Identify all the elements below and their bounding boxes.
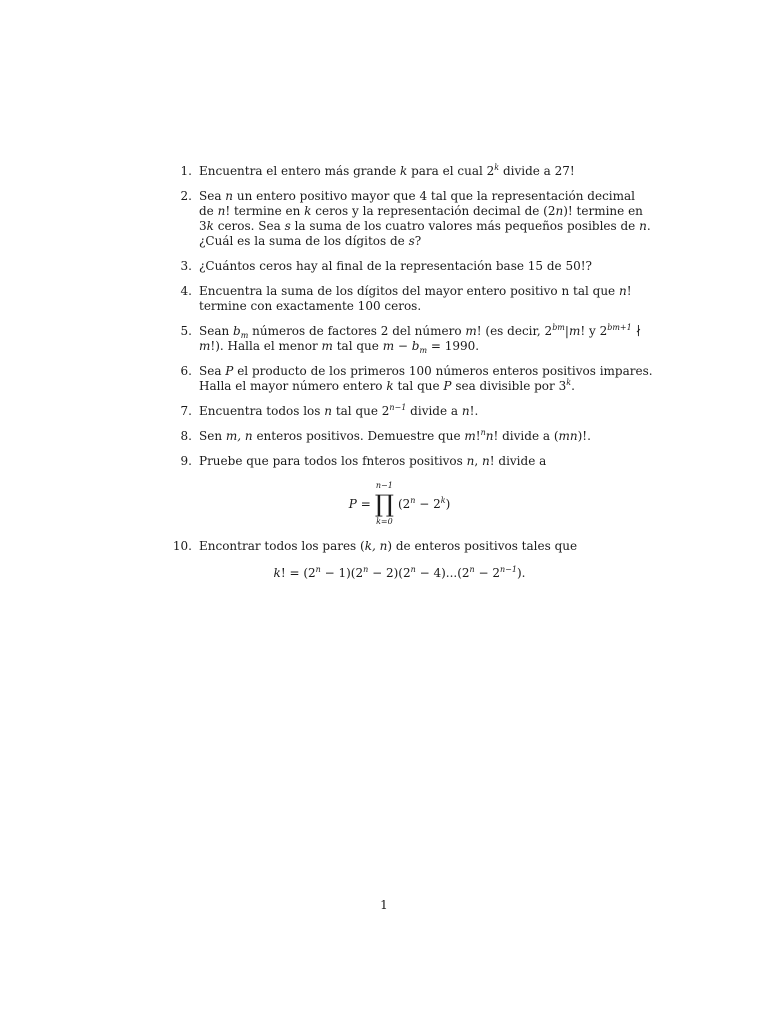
problem-6: [176, 364, 653, 394]
problem-4: [176, 284, 632, 314]
problem-3: [176, 259, 600, 274]
problem-text-line: de n! termine en k ceros y la representación decimal de (2n)! termine en: [199, 204, 643, 218]
problem-number: 3.: [180, 259, 192, 273]
problem-number: 7.: [180, 404, 192, 418]
problem-7: [176, 404, 600, 419]
problem-text: Sen m, n enteros positivos. Demuestre que m!$^n$n! divide a (mn)!.: [199, 428, 591, 443]
problem-text-line: Sea P el producto de los primeros 100 números enteros positivos impares.: [199, 364, 653, 378]
problem-number: 2.: [180, 189, 192, 203]
problem-text-line: Halla el mayor número entero k tal que P sea divisible por 3$^k$.: [199, 378, 575, 393]
problem-text-line: Sean $b_m$ números de factores 2 del número m! (es decir, $2^{bm}|m$! y $2^{bm+1}$ ∤: [199, 323, 642, 340]
problem-number: 8.: [180, 429, 192, 443]
problem-text: Encuentra todos los n tal que $2^{n-1}$ divide a n!.: [199, 403, 479, 418]
problem-text-line: m!). Halla el menor m tal que $m - b_m = 1990$.: [199, 339, 480, 355]
problem-number: 4.: [180, 284, 192, 298]
problem-1: [176, 164, 600, 179]
problem-text-line: Sea n un entero positivo mayor que 4 tal que la representación decimal: [199, 189, 636, 203]
page-number: 1: [380, 898, 388, 912]
problem-10: [172, 539, 600, 581]
factorial-equation: k! = $(2^n - 1)(2^n - 2)(2^n - 4)...(2^n - 2^{n-1})$.: [273, 565, 526, 580]
problem-text-line: termine con exactamente 100 ceros.: [199, 299, 422, 313]
problem-5: [176, 323, 642, 355]
problem-number: 5.: [180, 324, 192, 338]
product-equation: P = n−1 ∏ k=0 $(2^n - 2^k)$: [348, 481, 451, 526]
problem-text-line: 3k ceros. Sea s la suma de los cuatro valores más pequeños posibles de n.: [199, 219, 651, 233]
problem-2: [176, 189, 651, 249]
problem-text-line: ¿Cuál es la suma de los dígitos de s?: [199, 234, 422, 248]
problem-text: Encuentra el entero más grande k para el cual 2$^k$ divide a 27!: [199, 163, 575, 178]
problem-number: 1.: [180, 164, 192, 178]
problem-number: 9.: [180, 454, 192, 468]
problem-text: ¿Cuántos ceros hay al final de la representación base 15 de 50!?: [199, 259, 592, 273]
product-operator: n−1 ∏ k=0: [374, 481, 394, 526]
problem-number: 6.: [180, 364, 192, 378]
problem-8: [176, 429, 600, 444]
problem-text-line: Encuentra la suma de los dígitos del mayor entero positivo n tal que n!: [199, 284, 632, 298]
problem-9: [176, 454, 600, 527]
problem-list: [172, 163, 653, 593]
problem-text: Encontrar todos los pares (k, n) de enteros positivos tales que: [199, 539, 578, 553]
problem-number: 10.: [172, 539, 192, 553]
problem-text: Pruebe que para todos los fnteros positivos n, n! divide a: [199, 454, 547, 468]
